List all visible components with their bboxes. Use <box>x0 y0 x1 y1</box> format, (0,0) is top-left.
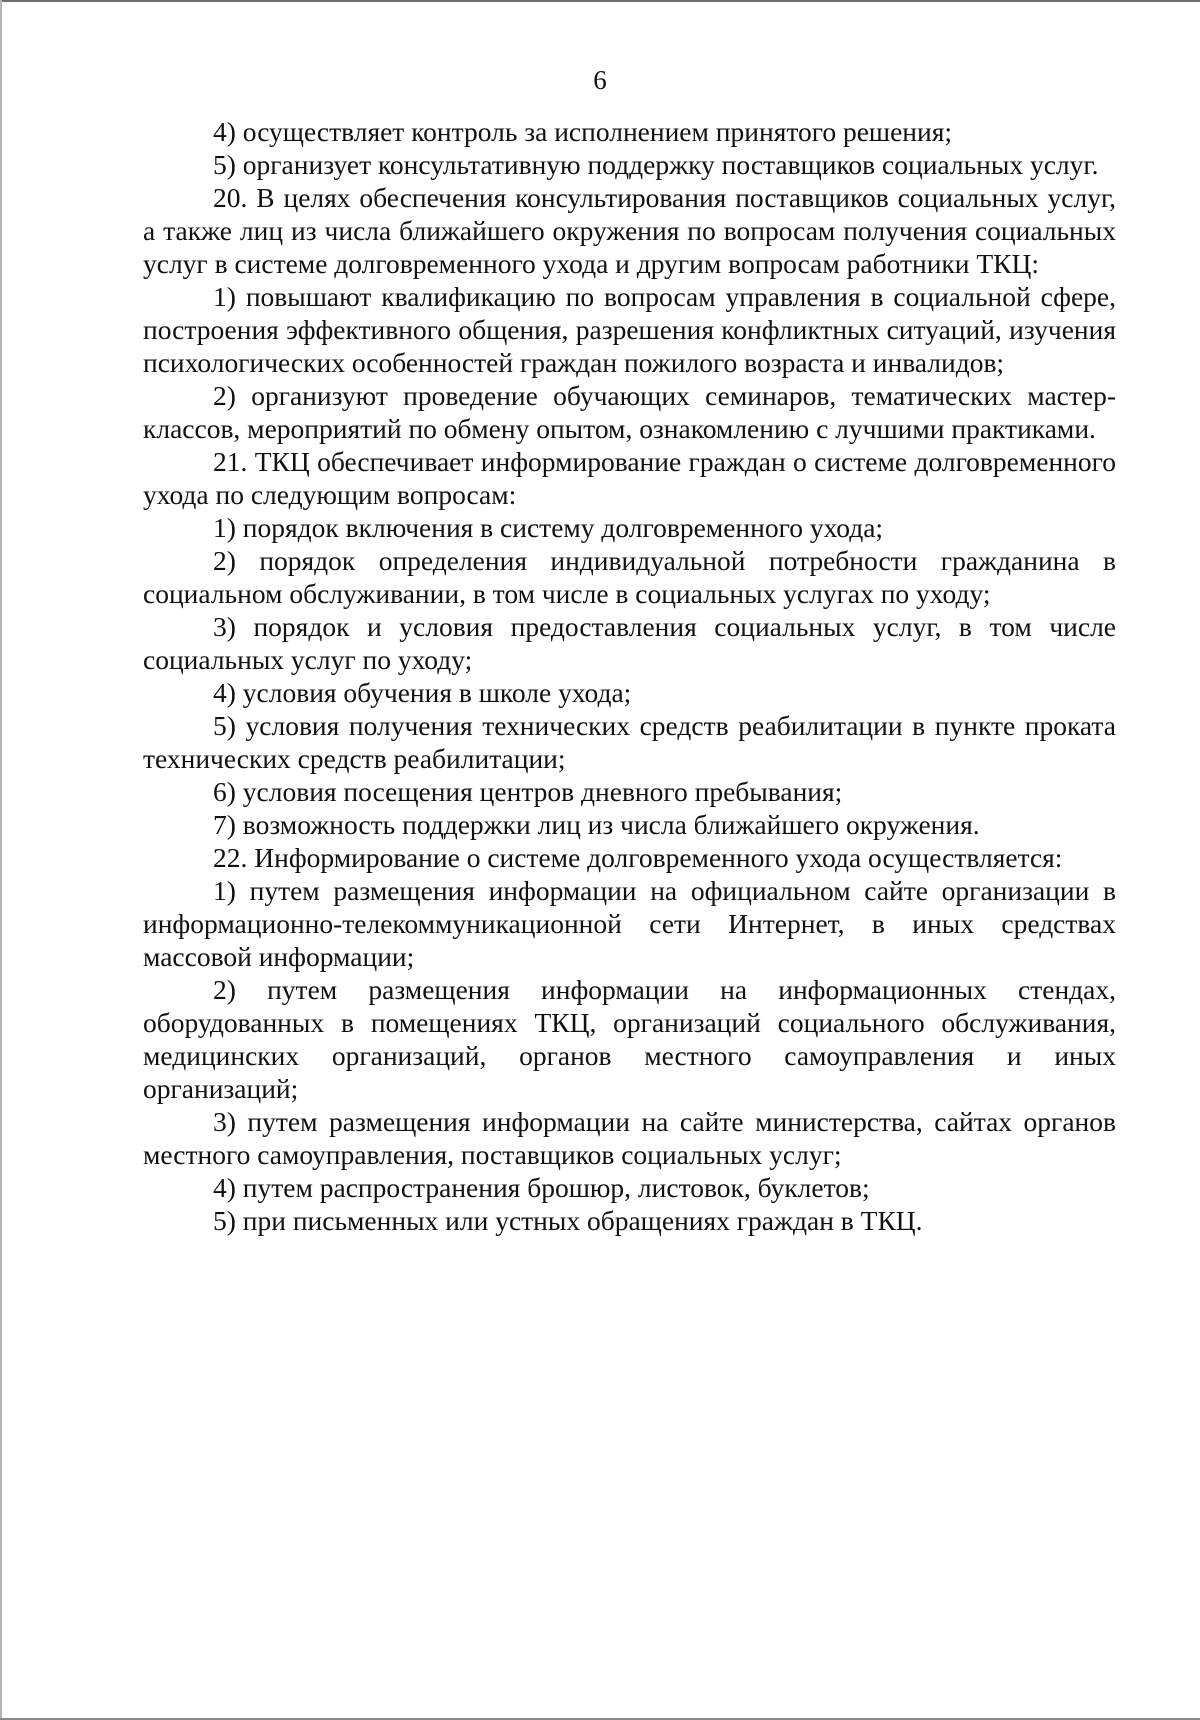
paragraph-clause-22: 22. Информирование о системе долговременного ухода осуществляется: <box>213 842 1063 873</box>
paragraph-clause-21-item-7: 7) возможность поддержки лиц из числа ближайшего окружения. <box>213 809 980 840</box>
paragraph-clause-21-item-1: 1) порядок включения в систему долговременного ухода; <box>213 512 884 543</box>
paragraph-clause-21-item-5: 5) условия получения технических средств реабилитации в пункте проката технических средств реабилитации; <box>143 710 1116 774</box>
page-number: 6 <box>593 65 607 95</box>
paragraph-clause-21-item-2: 2) порядок определения индивидуальной потребности гражданина в социальном обслуживании, в том числе в социальных услугах по уходу; <box>143 545 1116 609</box>
scan-edge-top <box>0 0 1200 2</box>
paragraph-clause-20: 20. В целях обеспечения консультирования поставщиков социальных услуг, а также лиц из числа ближайшего окружения по вопросам получения социальных услуг в системе долговременного ухода и другим вопросам работники ТКЦ: <box>143 182 1116 279</box>
paragraph-clause-22-item-4: 4) путем распространения брошюр, листовок, буклетов; <box>213 1172 870 1203</box>
paragraph-clause-21-item-3: 3) порядок и условия предоставления социальных услуг, в том числе социальных услуг по уходу; <box>143 611 1116 675</box>
paragraph-clause-21-item-6: 6) условия посещения центров дневного пребывания; <box>213 776 843 807</box>
scan-edge-left <box>0 0 2 1720</box>
paragraph-clause-20-item-2: 2) организуют проведение обучающих семинаров, тематических мастер-классов, мероприятий по обмену опытом, ознакомлению с лучшими практиками. <box>143 380 1116 444</box>
paragraph-item-4-control: 4) осуществляет контроль за исполнением принятого решения; <box>213 116 953 147</box>
paragraph-clause-21-item-4: 4) условия обучения в школе ухода; <box>213 677 632 708</box>
paragraph-clause-21: 21. ТКЦ обеспечивает информирование граждан о системе долговременного ухода по следующим вопросам: <box>143 446 1116 510</box>
paragraph-clause-22-item-2: 2) путем размещения информации на информационных стендах, оборудованных в помещениях ТКЦ, организаций социального обслуживания, медицинских организаций, органов местного самоуправления и иных организаций; <box>143 974 1116 1104</box>
paragraph-clause-20-item-1: 1) повышают квалификацию по вопросам управления в социальной сфере, построения эффективного общения, разрешения конфликтных ситуаций, изучения психологических особенностей граждан пожилого возраста и инвалидов; <box>143 281 1116 378</box>
paragraph-clause-22-item-5: 5) при письменных или устных обращениях граждан в ТКЦ. <box>213 1205 923 1236</box>
paragraph-clause-22-item-3: 3) путем размещения информации на сайте министерства, сайтах органов местного самоуправления, поставщиков социальных услуг; <box>143 1106 1116 1170</box>
paragraph-clause-22-item-1: 1) путем размещения информации на официальном сайте организации в информационно-телекоммуникационной сети Интернет, в иных средствах массовой информации; <box>143 875 1116 972</box>
paragraph-item-5-consulting: 5) организует консультативную поддержку поставщиков социальных услуг. <box>213 149 1099 180</box>
document-body <box>143 115 1116 1237</box>
